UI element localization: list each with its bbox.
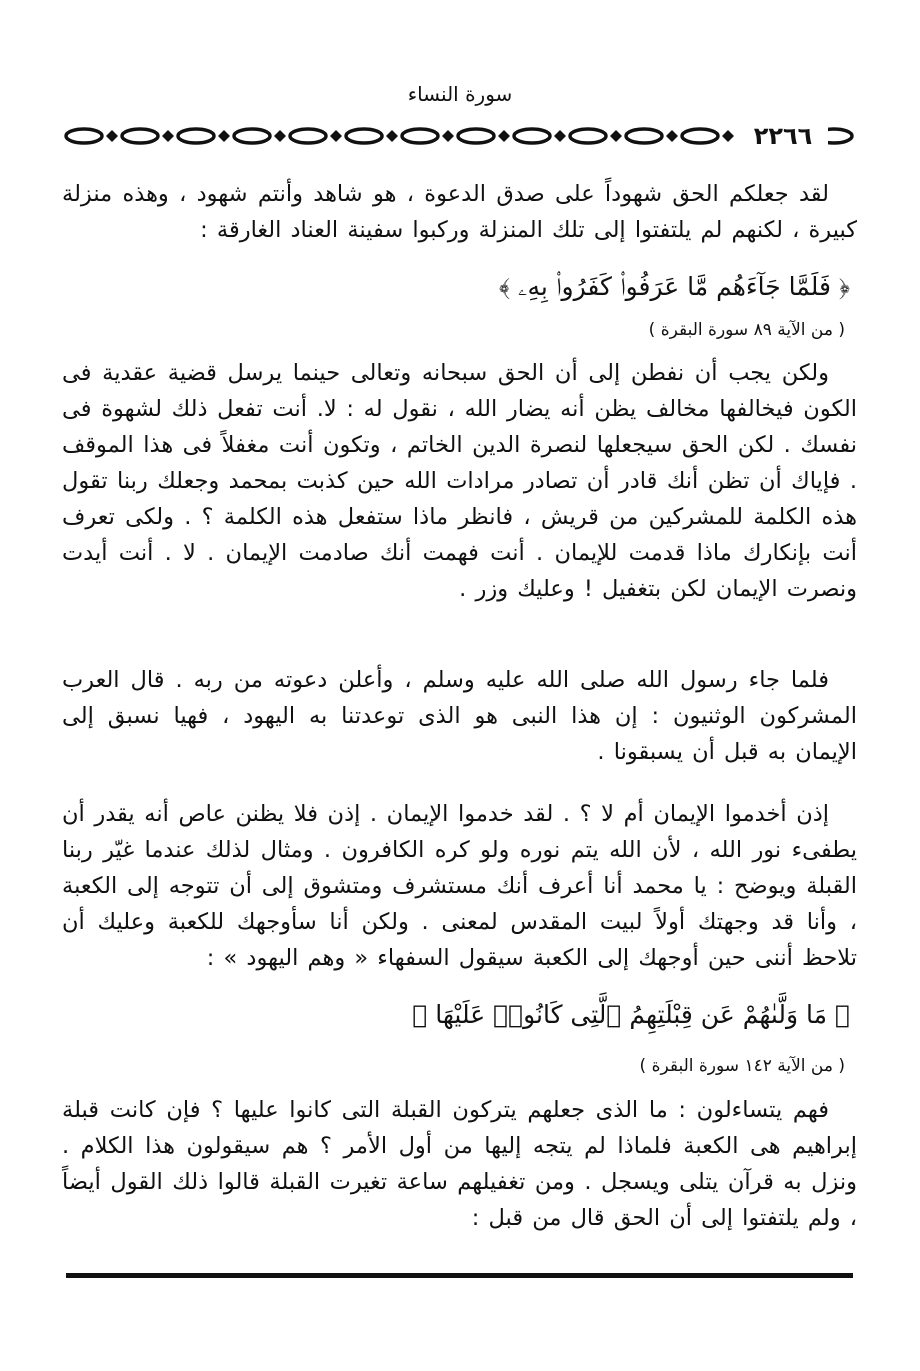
verse-reference-2: ( من الآية ١٤٢ سورة البقرة ) [639, 1056, 845, 1076]
verse-reference-1: ( من الآية ٨٩ سورة البقرة ) [648, 320, 845, 340]
paragraph-2: ولكن يجب أن نفطن إلى أن الحق سبحانه وتعالى حينما يرسل قضية عقدية فى الكون فيخالفها مخالف يظن أنه يضار الله ، نقول له : لا. أنت تفعل ذلك لشهوة فى نفسك . لكن الحق سيجعلها لنصرة الدين الخاتم ، وتكون أنت مغفلاً فى هذا الموقف . فإياك أن تظن أنك قادر أن تصادر مرادات الله حين كذبت بمحمد وجعلك ربنا تقول هذه الكلمة للمشركين من قريش ، فانظر ماذا ستفعل هذه الكلمة ؟ . ولكى تعرف أنت بإنكارك ماذا قدمت للإيمان . أنت فهمت أنك صادمت الإيمان . لا . أنت أيدت ونصرت الإيمان لكن بتغفيل ! وعليك وزر . [62, 360, 857, 602]
paragraph-4: إذن أخدموا الإيمان أم لا ؟ . لقد خدموا الإيمان . إذن فلا يظنن عاص أنه يقدر أن يطفىء نور الله ، لأن الله يتم نوره ولو كره الكافرون . ومثال لذلك عندما غيّر ربنا القبلة ويوضح : يا محمد أنا أعرف أنك مستشرف ومتشوق إلى أن تتوجه إلى الكعبة ، وأنا قد وجهتك أولاً لبيت المقدس لمعنى . ولكن أنا سأوجهك للكعبة وعليك أن تلاحظ أننى حين أوجهك إلى الكعبة سيقول السفهاء « وهم اليهود » : [62, 801, 857, 971]
paragraph-3: فلما جاء رسول الله صلى الله عليه وسلم ، وأعلن دعوته من ربه . قال العرب المشركون الوثنيون : إن هذا النبى هو الذى توعدتنا به اليهود ، فهيا نسبق إلى الإيمان به قبل أن يسبقونا . [62, 667, 857, 765]
page-number: ٢٢٦٦ [738, 122, 828, 150]
paragraph-1: لقد جعلكم الحق شهوداً على صدق الدعوة ، هو شاهد وأنتم شهود ، وهذه منزلة كبيرة ، لكنهم لم يلتفتوا إلى تلك المنزلة وركبوا سفينة العناد الغارقة : [62, 181, 857, 243]
footer-rule [66, 1273, 853, 1278]
quran-verse-2: ﴿ مَا وَلَّىٰهُمْ عَن قِبْلَتِهِمُ ٱلَّتِى كَانُوا۟ عَلَيْهَا ﴾ [412, 1000, 850, 1029]
paragraph-5: فهم يتساءلون : ما الذى جعلهم يتركون القبلة التى كانوا عليها ؟ فإن كانت قبلة إبراهيم هى الكعبة فلماذا لم يتجه إليها من أول الأمر ؟ هم سيقولون هذا الكلام . ونزل به قرآن يتلى ويسجل . ومن تغفيلهم ساعة تغيرت القبلة قالوا ذلك القول أيضاً ، ولم يلتفتوا إلى أن الحق قال من قبل : [62, 1097, 857, 1231]
surah-title: سورة النساء [407, 82, 513, 106]
quran-verse-1: ﴿ فَلَمَّا جَآءَهُم مَّا عَرَفُوا۟ كَفَرُوا۟ بِهِۦ ﴾ [498, 272, 850, 301]
